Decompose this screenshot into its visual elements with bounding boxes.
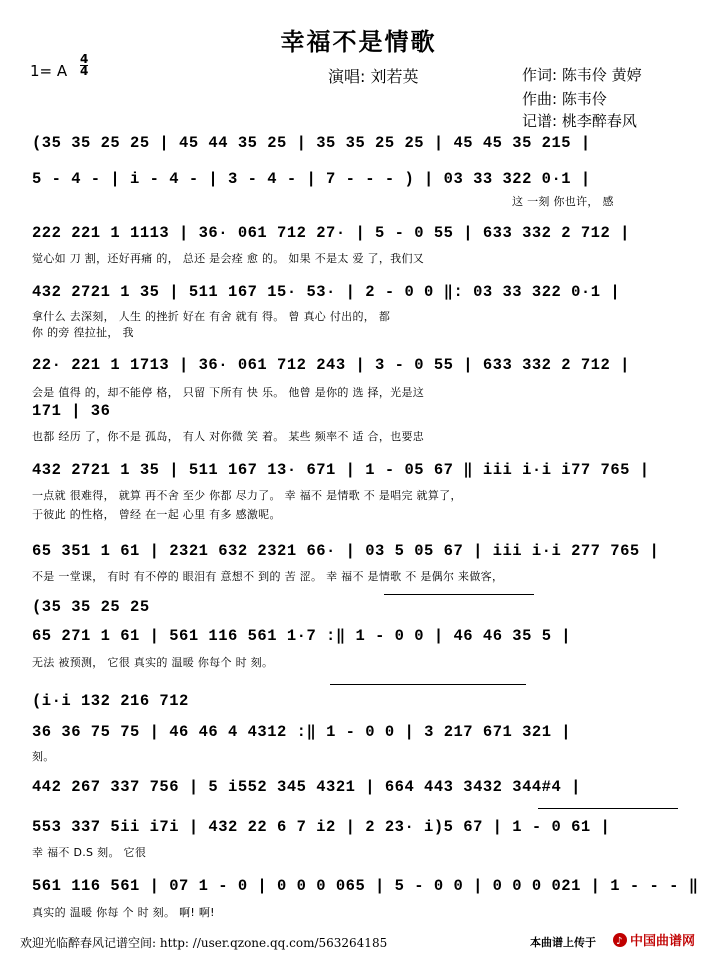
lyric-line: 无法 被预测， 它很 真实的 温暖 你每个 时 刻。 (32, 656, 274, 669)
song-title: 幸福不是情歌 (280, 28, 437, 56)
notation-line: 5 - 4 - | i - 4 - | 3 - 4 - | 7 - - - ) | 03 33 322 0·1 | (32, 170, 591, 188)
notation-line: 561 116 561 | 07 1 - 0 | 0 0 0 065 | 5 - 0 0 | 0 0 0 021 | 1 - - - ‖ (32, 877, 699, 895)
lyric-line: 一点就 很难得， 就算 再不舍 至少 你都 尽力了。 幸 福不 是情歌 不 是唱完 就算了， (32, 489, 462, 502)
lyric-line: 刻。 (32, 750, 55, 763)
lyric-line: 觉心如 刀 割，还好再痛 的， 总还 是会痊 愈 的。 如果 不是太 爱 了，我们又 (32, 252, 425, 265)
lyric-line: 会是 值得 的，却不能停 格， 只留 下所有 快 乐。 他曾 是你的 选 择，光是这 (32, 386, 425, 399)
notation-line: 553 337 5ii i7i | 432 22 6 7 i2 | 2 23· i)5 67 | 1 - 0 61 | (32, 818, 611, 836)
lyric-line: 不是 一堂课， 有时 有不停的 眼泪有 意想不 到的 苦 涩。 幸 福不 是情歌 不 是偶尔 来做客， (32, 570, 504, 583)
volta-bracket (538, 808, 678, 809)
transcriber-credit: 记谱: 桃李醉春风 (522, 112, 637, 130)
composer-credit: 作曲: 陈韦伶 (522, 90, 607, 108)
notation-line: (35 35 25 25 (32, 598, 150, 616)
qupu-logo-icon (612, 928, 712, 952)
lyricist-credit: 作词: 陈韦伶 黄婷 (522, 66, 642, 84)
time-signature-bottom: 4 (80, 64, 89, 78)
notation-line: 65 351 1 61 | 2321 632 2321 66· | 03 5 05 67 | iii i·i 277 765 | (32, 542, 660, 560)
key-signature: 1= A (30, 62, 68, 80)
notation-line: 432 2721 1 35 | 511 167 13· 671 | 1 - 05 67 ‖ iii i·i i77 765 | (32, 461, 650, 479)
upload-note: 本曲谱上传于 (530, 936, 596, 949)
notation-line: 432 2721 1 35 | 511 167 15· 53· | 2 - 0 0 ‖: 03 33 322 0·1 | (32, 283, 621, 301)
notation-line: 36 36 75 75 | 46 46 4 4312 :‖ 1 - 0 0 | 3 217 671 321 | (32, 723, 572, 741)
notation-line: (35 35 25 25 | 45 44 35 25 | 35 35 25 25 | 45 45 35 215 | (32, 134, 591, 152)
time-signature (80, 54, 88, 77)
svg-text:♪: ♪ (616, 936, 623, 947)
lyric-line: 于彼此 的性格， 曾经 在一起 心里 有多 感激呢。 (32, 508, 281, 521)
singer-credit: 演唱: 刘若英 (328, 67, 419, 86)
lyric-line: 幸 福不 D.S 刻。 它很 (32, 846, 147, 859)
volta-bracket (330, 684, 526, 685)
visit-note: 欢迎光临醉春风记谱空间: http: //user.qzone.qq.com/563264185 (20, 936, 388, 950)
notation-line: 65 271 1 61 | 561 116 561 1·7 :‖ 1 - 0 0 | 46 46 35 5 | (32, 627, 572, 645)
lyric-line: 真实的 温暖 你每 个 时 刻。 啊! 啊! (32, 906, 215, 919)
notation-line: 171 | 36 (32, 402, 111, 420)
notation-line: (i·i 132 216 712 (32, 692, 189, 710)
notation-line: 442 267 337 756 | 5 i552 345 4321 | 664 443 3432 344#4 | (32, 778, 581, 796)
notation-line: 222 221 1 1113 | 36· 061 712 27· | 5 - 0 55 | 633 332 2 712 | (32, 224, 630, 242)
volta-bracket (384, 594, 534, 595)
time-signature-top: 4 (80, 52, 89, 66)
notation-line: 22· 221 1 1713 | 36· 061 712 243 | 3 - 0 55 | 633 332 2 712 | (32, 356, 630, 374)
lyric-line: 也都 经历 了，你不是 孤岛， 有人 对你微 笑 着。 某些 频率不 适 合，也要忠 (32, 430, 425, 443)
lyric-line: 你 的旁 徨拉扯， 我 (32, 326, 134, 339)
lyric-line: 拿什么 去深刻， 人生 的挫折 好在 有舍 就有 得。 曾 真心 付出的， 都 (32, 310, 391, 323)
logo-text: 中国曲谱网 (630, 934, 696, 949)
lyric-line: 这 一刻 你也许， 感 (512, 195, 614, 208)
